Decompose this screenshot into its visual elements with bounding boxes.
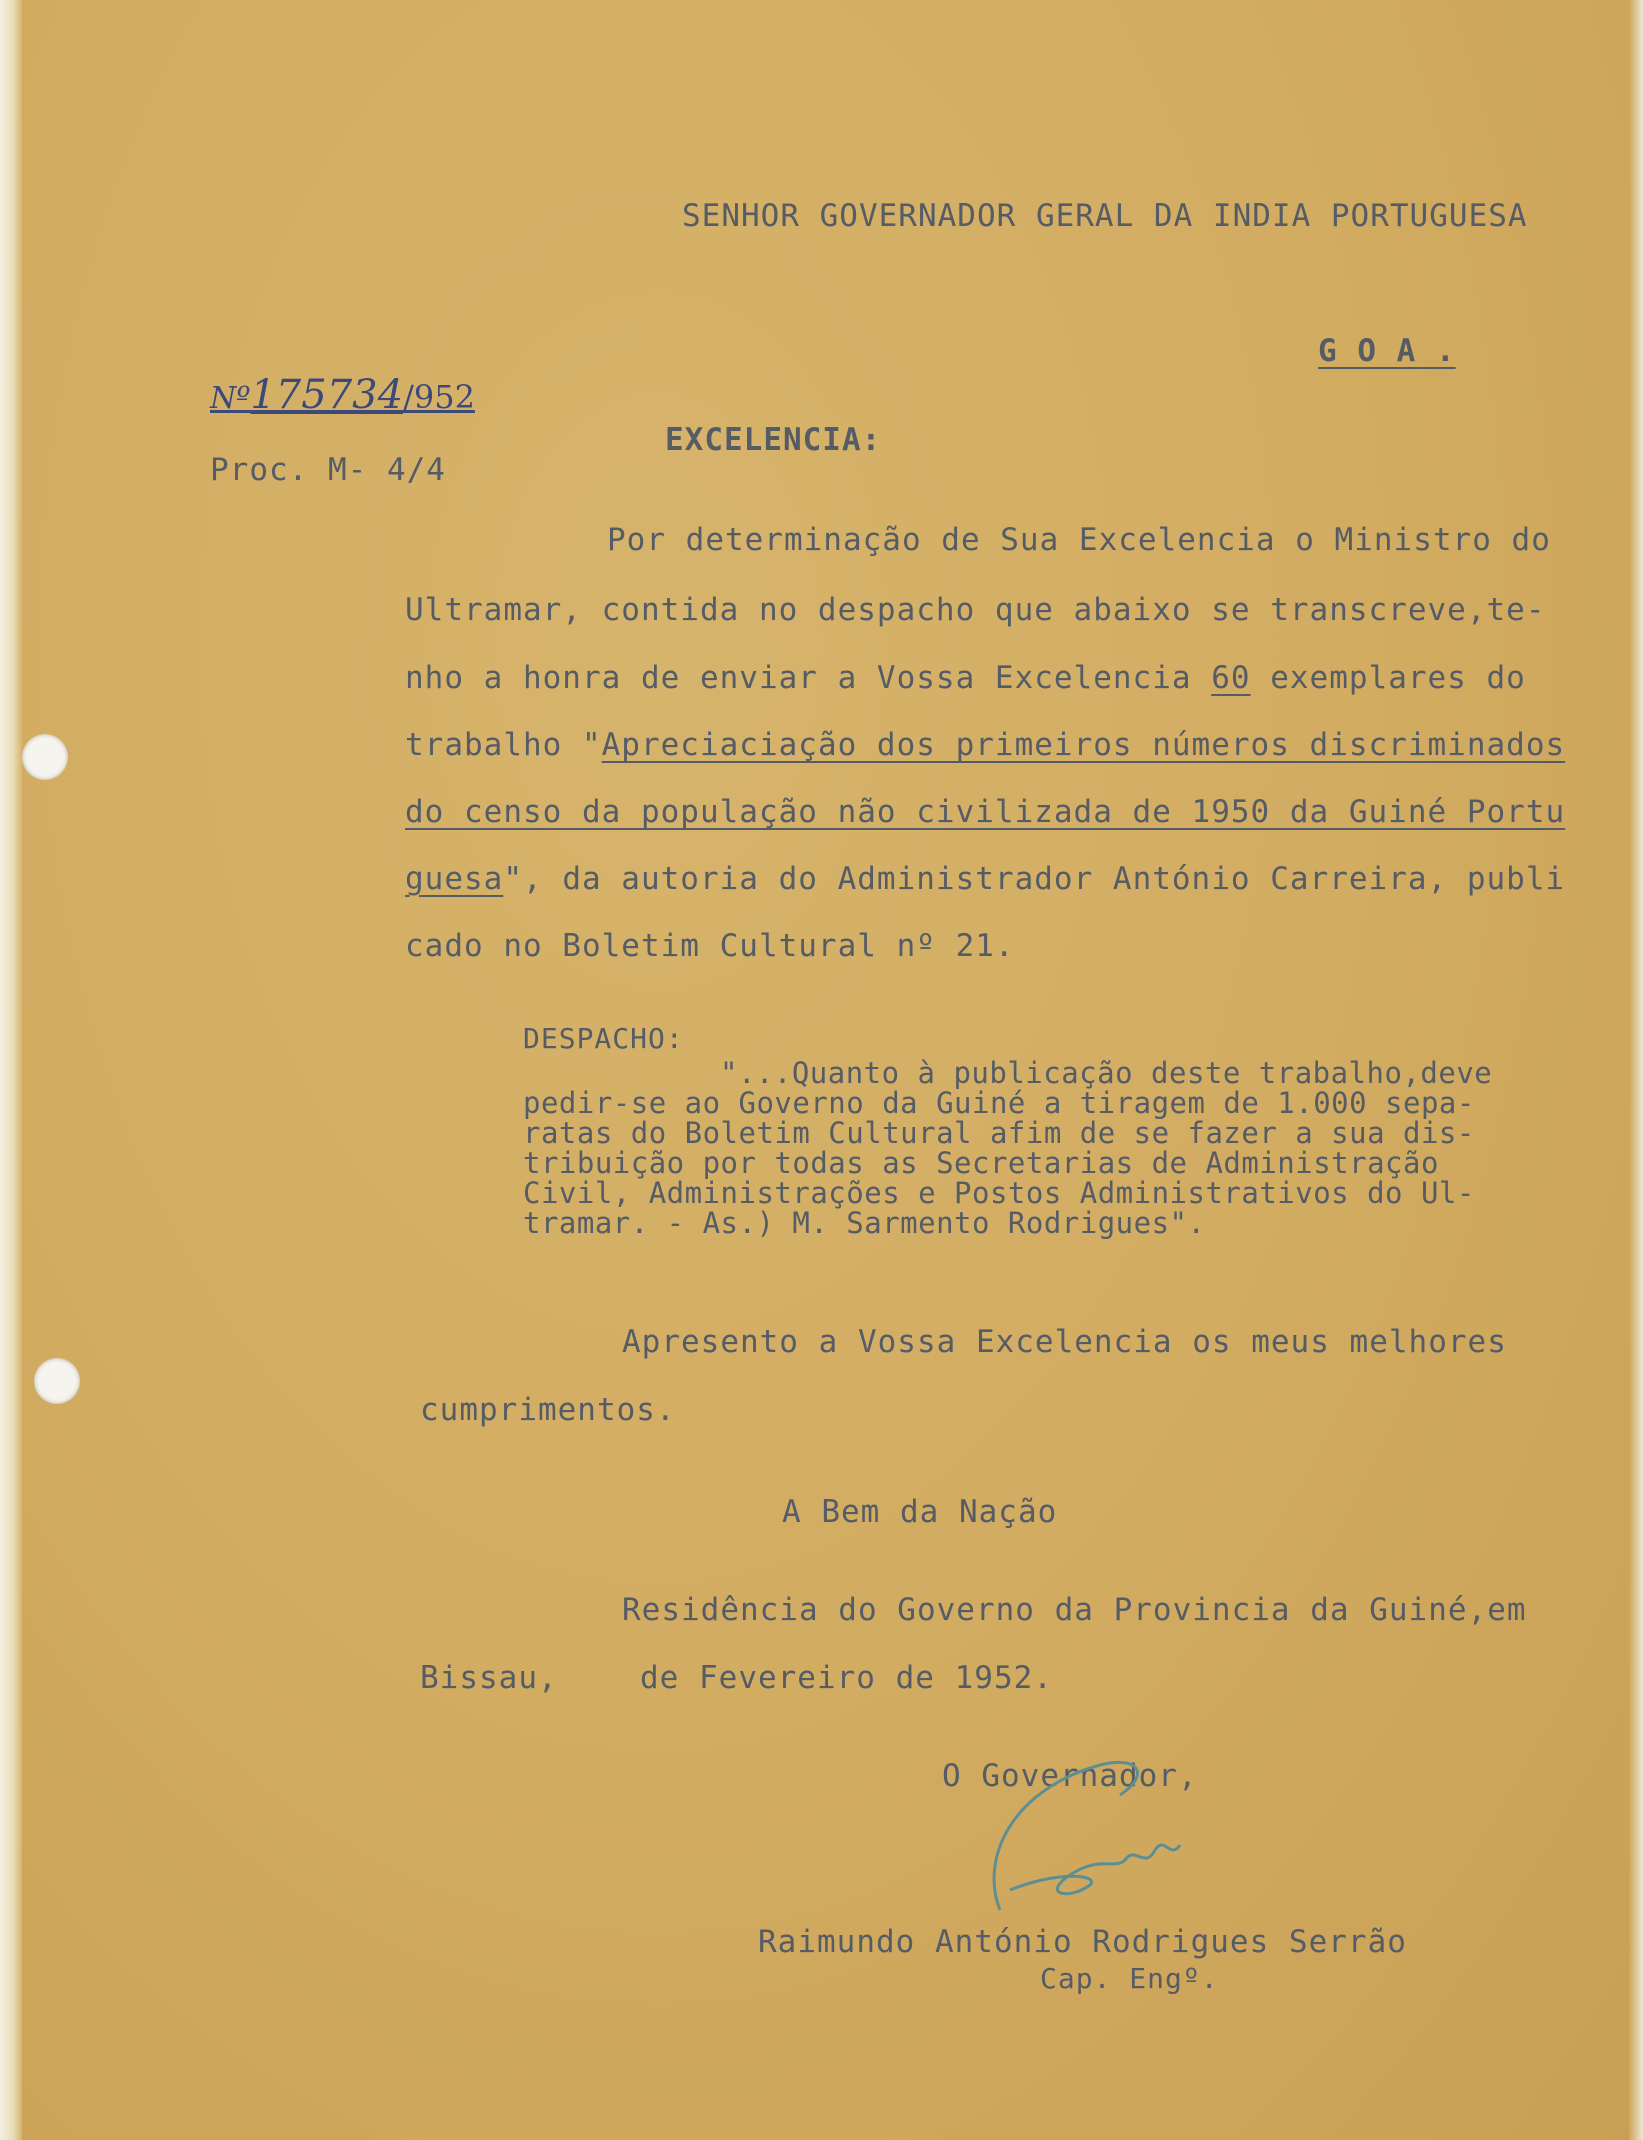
body-line-7: cado no Boletim Cultural nº 21. [405,928,1015,964]
work-title-part-1: Apreciaciação dos primeiros números discriminados [601,727,1566,763]
handwritten-signature [940,1750,1270,1920]
body-line-4-start: trabalho " [405,727,602,763]
reference-year: /952 [403,378,475,416]
process-reference: Proc. M- 4/4 [210,452,446,488]
signatory-name: Raimundo António Rodrigues Serrão [758,1924,1407,1960]
despacho-line-1: "...Quanto à publicação deste trabalho,deve [720,1056,1493,1090]
addressee-line: SENHOR GOVERNADOR GERAL DA INDIA PORTUGUESA [682,198,1528,234]
paper-left-edge [0,0,22,2140]
despacho-line-2: pedir-se ao Governo da Guiné a tiragem de 1.000 sepa- [523,1086,1475,1120]
work-title-part-3: guesa [405,861,504,897]
punch-hole-bottom [34,1358,80,1404]
signatory-title: O Governador, [942,1758,1198,1794]
reference-number-handwritten: 175734 [250,372,404,418]
signatory-rank: Cap. Engº. [1040,1962,1219,1995]
place-line-1: Residência do Governo da Provincia da Guiné,em [622,1592,1527,1628]
place-date: de Fevereiro de 1952. [640,1660,1053,1696]
despacho-line-3: ratas do Boletim Cultural afim de se fazer a sua dis- [523,1116,1475,1150]
punch-hole-top [22,734,68,780]
place-city: Bissau, [420,1660,558,1696]
body-line-6-end: ", da autoria do Administrador António Carreira, publi [503,861,1566,897]
addressee-city: G O A . [1318,333,1456,369]
despacho-label: DESPACHO: [523,1022,684,1055]
body-line-3-start: nho a honra de enviar a Vossa Excelencia [405,660,1212,696]
reference-number [210,372,475,418]
body-line-1: Por determinação de Sua Excelencia o Ministro do [607,522,1551,558]
copies-count: 60 [1211,660,1251,696]
body-line-6 [405,861,1565,897]
work-title-part-2: do censo da população não civilizada de 1950 da Guiné Portu [405,794,1566,830]
signature-stroke-2 [1010,1845,1180,1894]
body-line-3 [405,660,1526,696]
body-line-4 [405,727,1565,763]
reference-prefix: Nº [210,381,251,416]
paper-right-edge [1629,0,1643,2140]
despacho-line-6: tramar. - As.) M. Sarmento Rodrigues". [523,1206,1206,1240]
despacho-line-5: Civil, Administrações e Postos Administrativos do Ul- [523,1176,1475,1210]
body-line-2: Ultramar, contida no despacho que abaixo se transcreve,te- [405,592,1546,628]
body-line-3-end: exemplares do [1250,660,1526,696]
despacho-line-4: tribuição por todas as Secretarias de Administração [523,1146,1439,1180]
salutation: EXCELENCIA: [665,422,882,458]
motto: A Bem da Nação [782,1494,1058,1530]
closing-line-1: Apresento a Vossa Excelencia os meus melhores [622,1324,1507,1360]
closing-line-2: cumprimentos. [420,1392,676,1428]
